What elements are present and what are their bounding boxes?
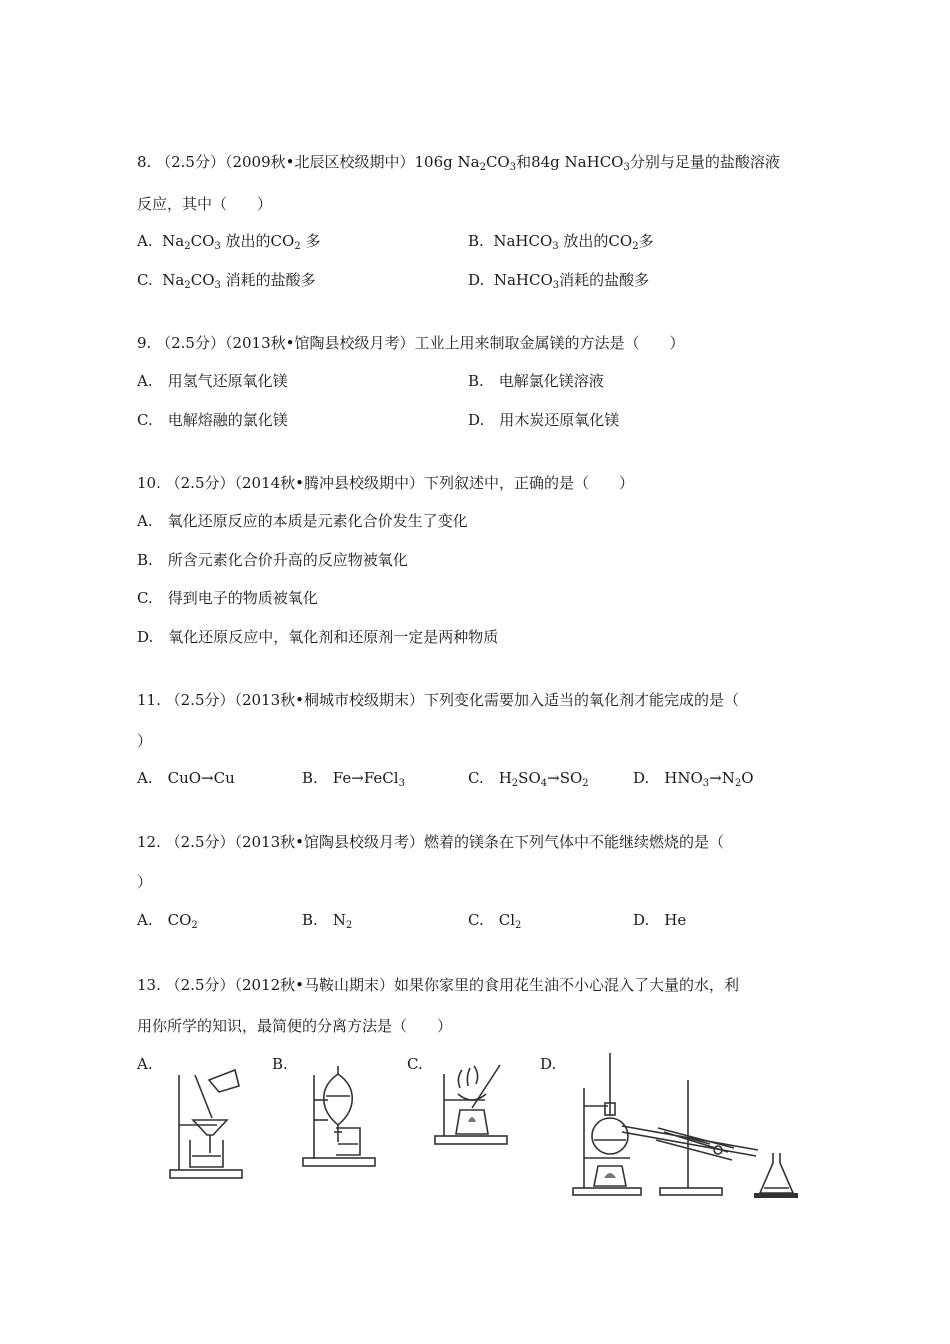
subscript: 2 bbox=[479, 162, 486, 173]
option-text: O bbox=[741, 769, 754, 787]
question-number: 13. bbox=[137, 976, 161, 994]
option-text: B. Fe→FeCl bbox=[302, 769, 399, 787]
question-12-option-b[interactable] bbox=[302, 910, 352, 930]
option-letter: A. bbox=[137, 232, 153, 250]
option-text: 放出的CO bbox=[220, 232, 295, 250]
option-text: C. Cl bbox=[468, 911, 515, 929]
question-9-option-b[interactable]: B. 电解氯化镁溶液 bbox=[468, 372, 604, 390]
option-text: NaHCO bbox=[493, 271, 553, 289]
subscript: 2 bbox=[294, 241, 301, 252]
stem-text: CO bbox=[485, 153, 510, 171]
question-8-stem bbox=[137, 152, 817, 172]
subscript: 2 bbox=[345, 920, 353, 931]
question-11-option-c[interactable] bbox=[468, 768, 589, 788]
question-number: 10. bbox=[137, 474, 161, 492]
question-10-stem bbox=[137, 473, 817, 493]
subscript: 3 bbox=[214, 280, 221, 291]
figure-label-c[interactable]: C. bbox=[407, 1055, 423, 1073]
option-text: 多 bbox=[638, 232, 654, 250]
question-9-option-c[interactable]: C. 电解熔融的氯化镁 bbox=[137, 411, 288, 429]
option-letter: D. bbox=[468, 271, 485, 289]
subscript: 2 bbox=[515, 920, 522, 931]
question-11-option-b[interactable] bbox=[302, 768, 405, 788]
subscript: 3 bbox=[398, 778, 405, 789]
stem-text: 和84g NaHCO bbox=[516, 153, 624, 171]
subscript: 3 bbox=[702, 778, 710, 789]
figure-label-a[interactable]: A. bbox=[137, 1055, 153, 1073]
stem-text: （2.5分）（2014秋•腾冲县校级期中）下列叙述中，正确的是（ ） bbox=[165, 474, 635, 492]
option-text: C. H bbox=[468, 769, 512, 787]
option-text: NaHCO bbox=[493, 232, 553, 250]
question-11-stem bbox=[137, 690, 817, 710]
question-source: （2009秋•北辰区校级期中） bbox=[224, 153, 415, 171]
subscript: 2 bbox=[632, 241, 639, 252]
question-8-option-a[interactable] bbox=[137, 231, 320, 251]
option-text: →SO bbox=[547, 769, 583, 787]
subscript: 2 bbox=[191, 920, 198, 931]
evaporation-apparatus-icon[interactable] bbox=[430, 1060, 515, 1150]
option-text: 消耗的盐酸多 bbox=[559, 271, 650, 289]
question-9-option-a[interactable]: A. 用氢气还原氧化镁 bbox=[137, 372, 288, 390]
option-text: CO bbox=[190, 271, 215, 289]
stem-text: （2.5分）（2013秋•馆陶县校级月考）工业上用来制取金属镁的方法是（ ） bbox=[156, 334, 685, 352]
option-text: 放出的CO bbox=[558, 232, 633, 250]
question-13-stem bbox=[137, 975, 817, 995]
option-text: SO bbox=[518, 769, 541, 787]
question-9-option-d[interactable]: D. 用木炭还原氧化镁 bbox=[468, 411, 620, 429]
question-10-option-d[interactable]: D. 氧化还原反应中，氧化剂和还原剂一定是两种物质 bbox=[137, 628, 499, 646]
stem-text: （2.5分）（2013秋•桐城市校级期末）下列变化需要加入适当的氧化剂才能完成的是（ bbox=[165, 691, 740, 709]
separatory-funnel-apparatus-icon[interactable] bbox=[298, 1060, 383, 1175]
figure-label-d[interactable]: D. bbox=[540, 1055, 557, 1073]
option-text: 多 bbox=[300, 232, 321, 250]
question-8-stem-line2: 反应，其中（ ） bbox=[137, 195, 273, 213]
question-10-option-a[interactable]: A. 氧化还原反应的本质是元素化合价发生了变化 bbox=[137, 512, 468, 530]
question-8-option-c[interactable] bbox=[137, 270, 316, 290]
figure-label-b[interactable]: B. bbox=[272, 1055, 288, 1073]
question-number: 12. bbox=[137, 833, 161, 851]
filtration-apparatus-icon[interactable] bbox=[165, 1060, 250, 1190]
question-9-stem bbox=[137, 333, 817, 353]
question-12-option-c[interactable] bbox=[468, 910, 521, 930]
option-text: A. CO bbox=[137, 911, 192, 929]
stem-text: 分别与足量的盐酸溶液 bbox=[629, 153, 780, 171]
subscript: 3 bbox=[509, 162, 517, 173]
stem-text: （2.5分）（2012秋•马鞍山期末）如果你家里的食用花生油不小心混入了大量的水，利 bbox=[165, 976, 740, 994]
subscript: 3 bbox=[623, 162, 630, 173]
question-12-stem-line2: ） bbox=[137, 873, 153, 891]
option-text: B. N bbox=[302, 911, 346, 929]
question-8-option-d[interactable] bbox=[468, 270, 649, 290]
option-text: 消耗的盐酸多 bbox=[220, 271, 316, 289]
question-11-option-a[interactable]: A. CuO→Cu bbox=[137, 769, 235, 787]
option-letter: B. bbox=[468, 232, 484, 250]
option-text: Na bbox=[162, 271, 185, 289]
question-number: 8. bbox=[137, 153, 152, 171]
question-11-stem-line2: ） bbox=[137, 732, 153, 750]
question-11-option-d[interactable] bbox=[633, 768, 754, 788]
option-text: Na bbox=[162, 232, 185, 250]
question-10-option-c[interactable]: C. 得到电子的物质被氧化 bbox=[137, 589, 318, 607]
subscript: 2 bbox=[582, 778, 589, 789]
question-13-stem-line2: 用你所学的知识，最简便的分离方法是（ ） bbox=[137, 1017, 453, 1035]
subscript: 3 bbox=[552, 280, 560, 291]
question-12-option-d[interactable]: D. He bbox=[633, 911, 687, 929]
question-score: （2.5分） bbox=[156, 153, 225, 171]
subscript: 3 bbox=[552, 241, 559, 252]
question-number: 9. bbox=[137, 334, 152, 352]
subscript: 2 bbox=[511, 778, 519, 789]
option-letter: C. bbox=[137, 271, 153, 289]
subscript: 4 bbox=[540, 778, 548, 789]
option-text: D. HNO bbox=[633, 769, 703, 787]
subscript: 3 bbox=[214, 241, 221, 252]
question-10-option-b[interactable]: B. 所含元素化合价升高的反应物被氧化 bbox=[137, 551, 408, 569]
stem-text: （2.5分）（2013秋•馆陶县校级月考）燃着的镁条在下列气体中不能继续燃烧的是（ bbox=[165, 833, 725, 851]
subscript: 2 bbox=[734, 778, 742, 789]
stem-text: 106g Na bbox=[414, 153, 480, 171]
option-text: →N bbox=[709, 769, 735, 787]
question-12-option-a[interactable] bbox=[137, 910, 198, 930]
question-8-option-b[interactable] bbox=[468, 231, 654, 251]
question-number: 11. bbox=[137, 691, 161, 709]
distillation-apparatus-icon[interactable] bbox=[568, 1048, 808, 1203]
subscript: 2 bbox=[184, 280, 191, 291]
question-12-stem bbox=[137, 832, 817, 852]
subscript: 2 bbox=[184, 241, 191, 252]
option-text: CO bbox=[190, 232, 215, 250]
